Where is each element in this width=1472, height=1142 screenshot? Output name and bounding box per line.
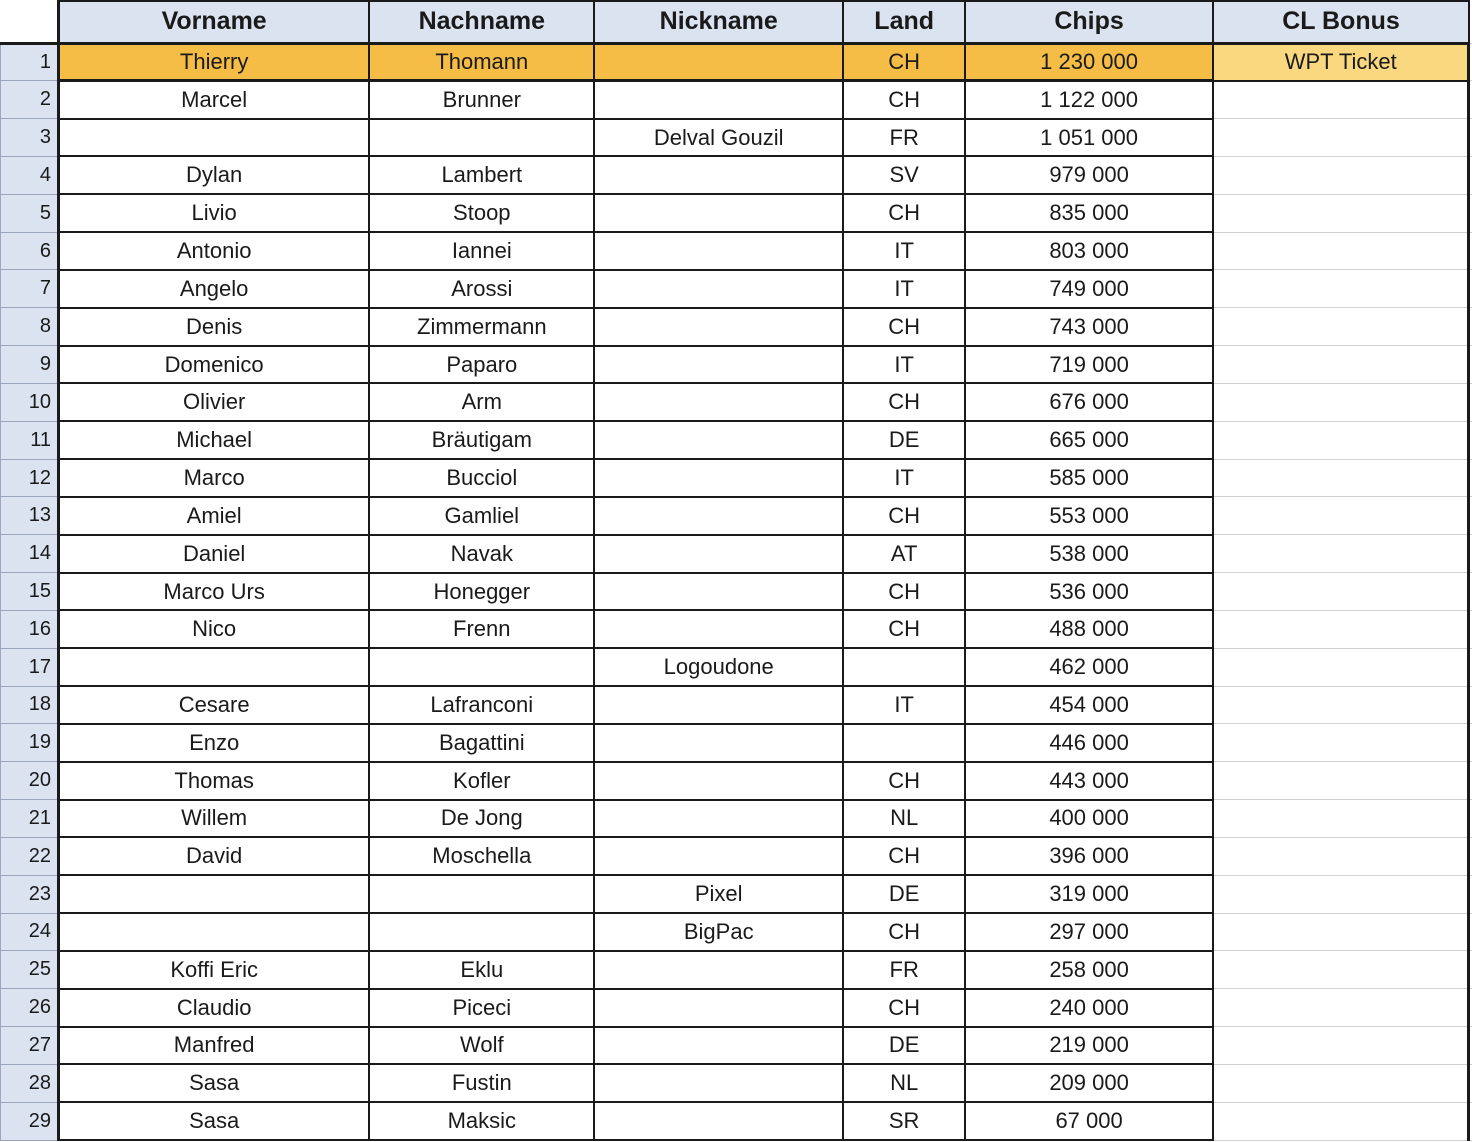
column-header-chips[interactable]: Chips: [965, 1, 1213, 43]
cell-chips[interactable]: 553 000: [965, 497, 1213, 535]
table-row: [1, 610, 1472, 648]
cell-nachname[interactable]: Thomann: [369, 43, 594, 81]
cell-chips[interactable]: 396 000: [965, 837, 1213, 875]
cell-chips[interactable]: 719 000: [965, 346, 1213, 384]
cell-nachname[interactable]: Kofler: [369, 762, 594, 800]
select-all-corner[interactable]: [1, 1, 59, 43]
cell-land[interactable]: IT: [843, 270, 965, 308]
cell-vorname[interactable]: Marco: [58, 459, 369, 497]
cell-land[interactable]: FR: [843, 951, 965, 989]
cell-chips[interactable]: 585 000: [965, 459, 1213, 497]
cell-vorname[interactable]: Livio: [58, 194, 369, 232]
row-number[interactable]: 22: [1, 837, 59, 875]
cell-vorname[interactable]: Angelo: [58, 270, 369, 308]
cell-vorname[interactable]: Marcel: [58, 81, 369, 119]
cell-nachname[interactable]: [369, 875, 594, 913]
cell-chips[interactable]: 749 000: [965, 270, 1213, 308]
cell-cl-bonus[interactable]: [1213, 383, 1469, 421]
row-number[interactable]: 15: [1, 573, 59, 611]
cell-vorname[interactable]: Willem: [58, 800, 369, 838]
cell-vorname[interactable]: [58, 119, 369, 157]
cell-vorname[interactable]: [58, 648, 369, 686]
cell-nickname[interactable]: [594, 43, 843, 81]
cell-land[interactable]: CH: [843, 837, 965, 875]
cell-vorname[interactable]: Denis: [58, 308, 369, 346]
cell-vorname[interactable]: Amiel: [58, 497, 369, 535]
row-number[interactable]: 25: [1, 951, 59, 989]
cell-cl-bonus[interactable]: [1213, 1027, 1469, 1065]
table-row: [1, 346, 1472, 384]
cell-vorname[interactable]: Manfred: [58, 1027, 369, 1065]
cell-nickname[interactable]: [594, 951, 843, 989]
cell-nickname[interactable]: [594, 686, 843, 724]
row-number[interactable]: 16: [1, 610, 59, 648]
cell-nickname[interactable]: [594, 270, 843, 308]
cell-land[interactable]: CH: [843, 610, 965, 648]
row-number[interactable]: 11: [1, 421, 59, 459]
cell-land[interactable]: FR: [843, 119, 965, 157]
cell-cl-bonus[interactable]: [1213, 459, 1469, 497]
cell-nachname[interactable]: Moschella: [369, 837, 594, 875]
table-row: [1, 81, 1472, 119]
table-row: [1, 989, 1472, 1027]
table-row: [1, 119, 1472, 157]
cell-nachname[interactable]: Piceci: [369, 989, 594, 1027]
cell-vorname[interactable]: [58, 875, 369, 913]
row-number[interactable]: 8: [1, 308, 59, 346]
cell-nickname[interactable]: [594, 762, 843, 800]
cell-chips[interactable]: 462 000: [965, 648, 1213, 686]
cell-cl-bonus[interactable]: [1213, 194, 1469, 232]
row-number[interactable]: 13: [1, 497, 59, 535]
table-row: [1, 762, 1472, 800]
cell-nickname[interactable]: [594, 610, 843, 648]
cell-nickname[interactable]: [594, 1102, 843, 1140]
cell-land[interactable]: IT: [843, 232, 965, 270]
cell-land[interactable]: IT: [843, 459, 965, 497]
cell-chips[interactable]: 67 000: [965, 1102, 1213, 1140]
table-row: [1, 1064, 1472, 1102]
cell-chips[interactable]: 319 000: [965, 875, 1213, 913]
cell-cl-bonus[interactable]: [1213, 989, 1469, 1027]
cell-land[interactable]: IT: [843, 346, 965, 384]
cell-chips[interactable]: 835 000: [965, 194, 1213, 232]
cell-chips[interactable]: 454 000: [965, 686, 1213, 724]
row-number[interactable]: 14: [1, 535, 59, 573]
row-number[interactable]: 21: [1, 800, 59, 838]
table-row: [1, 1102, 1472, 1140]
cell-land[interactable]: NL: [843, 1064, 965, 1102]
cell-chips[interactable]: 209 000: [965, 1064, 1213, 1102]
cell-cl-bonus[interactable]: [1213, 119, 1469, 157]
cell-land[interactable]: CH: [843, 383, 965, 421]
cell-cl-bonus[interactable]: [1213, 156, 1469, 194]
cell-chips[interactable]: 538 000: [965, 535, 1213, 573]
cell-nachname[interactable]: Fustin: [369, 1064, 594, 1102]
cell-nachname[interactable]: Eklu: [369, 951, 594, 989]
cell-land[interactable]: DE: [843, 421, 965, 459]
cell-nachname[interactable]: Frenn: [369, 610, 594, 648]
cell-vorname[interactable]: Domenico: [58, 346, 369, 384]
cell-nachname[interactable]: Bräutigam: [369, 421, 594, 459]
table-row: [1, 686, 1472, 724]
column-header-land[interactable]: Land: [843, 1, 965, 43]
cell-nickname[interactable]: [594, 989, 843, 1027]
table-row: [1, 648, 1472, 686]
cell-nickname[interactable]: Logoudone: [594, 648, 843, 686]
cell-cl-bonus[interactable]: WPT Ticket: [1213, 43, 1469, 81]
row-number[interactable]: 29: [1, 1102, 59, 1140]
cell-cl-bonus[interactable]: [1213, 308, 1469, 346]
row-number[interactable]: 27: [1, 1027, 59, 1065]
cell-nickname[interactable]: [594, 535, 843, 573]
cell-land[interactable]: DE: [843, 875, 965, 913]
cell-chips[interactable]: 258 000: [965, 951, 1213, 989]
table-row: [1, 43, 1472, 81]
table-row: [1, 837, 1472, 875]
table-row: [1, 1027, 1472, 1065]
cell-vorname[interactable]: Dylan: [58, 156, 369, 194]
cell-land[interactable]: [843, 724, 965, 762]
row-number[interactable]: 9: [1, 346, 59, 384]
row-number[interactable]: 20: [1, 762, 59, 800]
table-row: [1, 913, 1472, 951]
table-row: [1, 535, 1472, 573]
cell-chips[interactable]: 803 000: [965, 232, 1213, 270]
cell-nachname[interactable]: Honegger: [369, 573, 594, 611]
column-header-vorname[interactable]: Vorname: [58, 1, 369, 43]
table-row: [1, 421, 1472, 459]
cell-cl-bonus[interactable]: [1213, 497, 1469, 535]
cell-nachname[interactable]: [369, 119, 594, 157]
cell-cl-bonus[interactable]: [1213, 1102, 1469, 1140]
cell-land[interactable]: NL: [843, 800, 965, 838]
cell-vorname[interactable]: Nico: [58, 610, 369, 648]
cell-nachname[interactable]: Paparo: [369, 346, 594, 384]
cell-nickname[interactable]: [594, 459, 843, 497]
cell-nachname[interactable]: Lambert: [369, 156, 594, 194]
cell-chips[interactable]: 488 000: [965, 610, 1213, 648]
cell-nachname[interactable]: Zimmermann: [369, 308, 594, 346]
cell-nickname[interactable]: BigPac: [594, 913, 843, 951]
cell-nachname[interactable]: Wolf: [369, 1027, 594, 1065]
row-number[interactable]: 18: [1, 686, 59, 724]
cell-nachname[interactable]: Lafranconi: [369, 686, 594, 724]
table-row: [1, 194, 1472, 232]
cell-vorname[interactable]: Thierry: [58, 43, 369, 81]
cell-nachname[interactable]: Iannei: [369, 232, 594, 270]
cell-nickname[interactable]: Delval Gouzil: [594, 119, 843, 157]
row-number[interactable]: 26: [1, 989, 59, 1027]
cell-land[interactable]: AT: [843, 535, 965, 573]
table-row: [1, 875, 1472, 913]
row-number[interactable]: 12: [1, 459, 59, 497]
table-row: [1, 156, 1472, 194]
cell-cl-bonus[interactable]: [1213, 800, 1469, 838]
cell-cl-bonus[interactable]: [1213, 1064, 1469, 1102]
cell-chips[interactable]: 1 051 000: [965, 119, 1213, 157]
cell-cl-bonus[interactable]: [1213, 686, 1469, 724]
column-header-cl-bonus[interactable]: CL Bonus: [1213, 1, 1469, 43]
cell-nickname[interactable]: Pixel: [594, 875, 843, 913]
cell-land[interactable]: [843, 648, 965, 686]
cell-land[interactable]: CH: [843, 913, 965, 951]
cell-chips[interactable]: 1 122 000: [965, 81, 1213, 119]
cell-nickname[interactable]: [594, 497, 843, 535]
cell-vorname[interactable]: [58, 913, 369, 951]
cell-cl-bonus[interactable]: [1213, 762, 1469, 800]
cell-nickname[interactable]: [594, 573, 843, 611]
cell-nachname[interactable]: Navak: [369, 535, 594, 573]
cell-nachname[interactable]: De Jong: [369, 800, 594, 838]
cell-nachname[interactable]: Stoop: [369, 194, 594, 232]
table-row: [1, 270, 1472, 308]
cell-nachname[interactable]: Arossi: [369, 270, 594, 308]
row-number[interactable]: 7: [1, 270, 59, 308]
cell-vorname[interactable]: Sasa: [58, 1064, 369, 1102]
cell-vorname[interactable]: Sasa: [58, 1102, 369, 1140]
table-row: [1, 573, 1472, 611]
cell-cl-bonus[interactable]: [1213, 573, 1469, 611]
row-number[interactable]: 2: [1, 81, 59, 119]
cell-chips[interactable]: 219 000: [965, 1027, 1213, 1065]
row-number[interactable]: 4: [1, 156, 59, 194]
cell-nickname[interactable]: [594, 421, 843, 459]
cell-chips[interactable]: 536 000: [965, 573, 1213, 611]
cell-nickname[interactable]: [594, 346, 843, 384]
cell-chips[interactable]: 240 000: [965, 989, 1213, 1027]
table-body: [1, 43, 1472, 1140]
table-row: [1, 383, 1472, 421]
row-number[interactable]: 23: [1, 875, 59, 913]
cell-chips[interactable]: 676 000: [965, 383, 1213, 421]
cell-cl-bonus[interactable]: [1213, 648, 1469, 686]
cell-cl-bonus[interactable]: [1213, 535, 1469, 573]
cell-cl-bonus[interactable]: [1213, 81, 1469, 119]
table-row: [1, 232, 1472, 270]
cell-land[interactable]: CH: [843, 81, 965, 119]
cell-nachname[interactable]: Bagattini: [369, 724, 594, 762]
cell-land[interactable]: CH: [843, 43, 965, 81]
row-number[interactable]: 10: [1, 383, 59, 421]
cell-cl-bonus[interactable]: [1213, 875, 1469, 913]
row-number[interactable]: 5: [1, 194, 59, 232]
cell-nickname[interactable]: [594, 724, 843, 762]
cell-nachname[interactable]: Arm: [369, 383, 594, 421]
cell-cl-bonus[interactable]: [1213, 610, 1469, 648]
cell-nickname[interactable]: [594, 81, 843, 119]
cell-vorname[interactable]: Daniel: [58, 535, 369, 573]
cell-land[interactable]: CH: [843, 762, 965, 800]
cell-chips[interactable]: 1 230 000: [965, 43, 1213, 81]
cell-land[interactable]: IT: [843, 686, 965, 724]
cell-cl-bonus[interactable]: [1213, 346, 1469, 384]
cell-cl-bonus[interactable]: [1213, 724, 1469, 762]
cell-chips[interactable]: 297 000: [965, 913, 1213, 951]
cell-cl-bonus[interactable]: [1213, 270, 1469, 308]
row-number[interactable]: 1: [1, 43, 59, 81]
cell-chips[interactable]: 446 000: [965, 724, 1213, 762]
table-row: [1, 800, 1472, 838]
cell-land[interactable]: SR: [843, 1102, 965, 1140]
cell-vorname[interactable]: Thomas: [58, 762, 369, 800]
cell-chips[interactable]: 743 000: [965, 308, 1213, 346]
cell-nachname[interactable]: Brunner: [369, 81, 594, 119]
cell-vorname[interactable]: Olivier: [58, 383, 369, 421]
header-row: [1, 1, 1472, 43]
row-number[interactable]: 24: [1, 913, 59, 951]
cell-chips[interactable]: 443 000: [965, 762, 1213, 800]
cell-cl-bonus[interactable]: [1213, 913, 1469, 951]
column-header-nachname[interactable]: Nachname: [369, 1, 594, 43]
cell-nickname[interactable]: [594, 194, 843, 232]
cell-nickname[interactable]: [594, 383, 843, 421]
cell-nachname[interactable]: [369, 648, 594, 686]
row-number[interactable]: 28: [1, 1064, 59, 1102]
cell-cl-bonus[interactable]: [1213, 421, 1469, 459]
cell-vorname[interactable]: Koffi Eric: [58, 951, 369, 989]
cell-vorname[interactable]: Antonio: [58, 232, 369, 270]
cell-vorname[interactable]: David: [58, 837, 369, 875]
cell-chips[interactable]: 665 000: [965, 421, 1213, 459]
cell-nachname[interactable]: Bucciol: [369, 459, 594, 497]
column-header-nickname[interactable]: Nickname: [594, 1, 843, 43]
cell-vorname[interactable]: Marco Urs: [58, 573, 369, 611]
cell-chips[interactable]: 400 000: [965, 800, 1213, 838]
cell-land[interactable]: CH: [843, 194, 965, 232]
cell-vorname[interactable]: Claudio: [58, 989, 369, 1027]
cell-nachname[interactable]: [369, 913, 594, 951]
cell-cl-bonus[interactable]: [1213, 232, 1469, 270]
cell-nickname[interactable]: [594, 800, 843, 838]
cell-nickname[interactable]: [594, 837, 843, 875]
row-number[interactable]: 17: [1, 648, 59, 686]
table-row: [1, 951, 1472, 989]
cell-vorname[interactable]: Michael: [58, 421, 369, 459]
cell-nickname[interactable]: [594, 1064, 843, 1102]
cell-nachname[interactable]: Gamliel: [369, 497, 594, 535]
row-number[interactable]: 6: [1, 232, 59, 270]
cell-land[interactable]: CH: [843, 989, 965, 1027]
row-number[interactable]: 19: [1, 724, 59, 762]
cell-nickname[interactable]: [594, 308, 843, 346]
cell-cl-bonus[interactable]: [1213, 951, 1469, 989]
cell-nickname[interactable]: [594, 1027, 843, 1065]
cell-land[interactable]: CH: [843, 308, 965, 346]
cell-land[interactable]: CH: [843, 497, 965, 535]
cell-nickname[interactable]: [594, 232, 843, 270]
table-row: [1, 459, 1472, 497]
cell-nickname[interactable]: [594, 156, 843, 194]
cell-vorname[interactable]: Cesare: [58, 686, 369, 724]
row-number[interactable]: 3: [1, 119, 59, 157]
cell-cl-bonus[interactable]: [1213, 837, 1469, 875]
cell-nachname[interactable]: Maksic: [369, 1102, 594, 1140]
cell-land[interactable]: SV: [843, 156, 965, 194]
table-row: [1, 308, 1472, 346]
cell-land[interactable]: CH: [843, 573, 965, 611]
cell-chips[interactable]: 979 000: [965, 156, 1213, 194]
table-row: [1, 724, 1472, 762]
cell-vorname[interactable]: Enzo: [58, 724, 369, 762]
cell-land[interactable]: DE: [843, 1027, 965, 1065]
table-row: [1, 497, 1472, 535]
